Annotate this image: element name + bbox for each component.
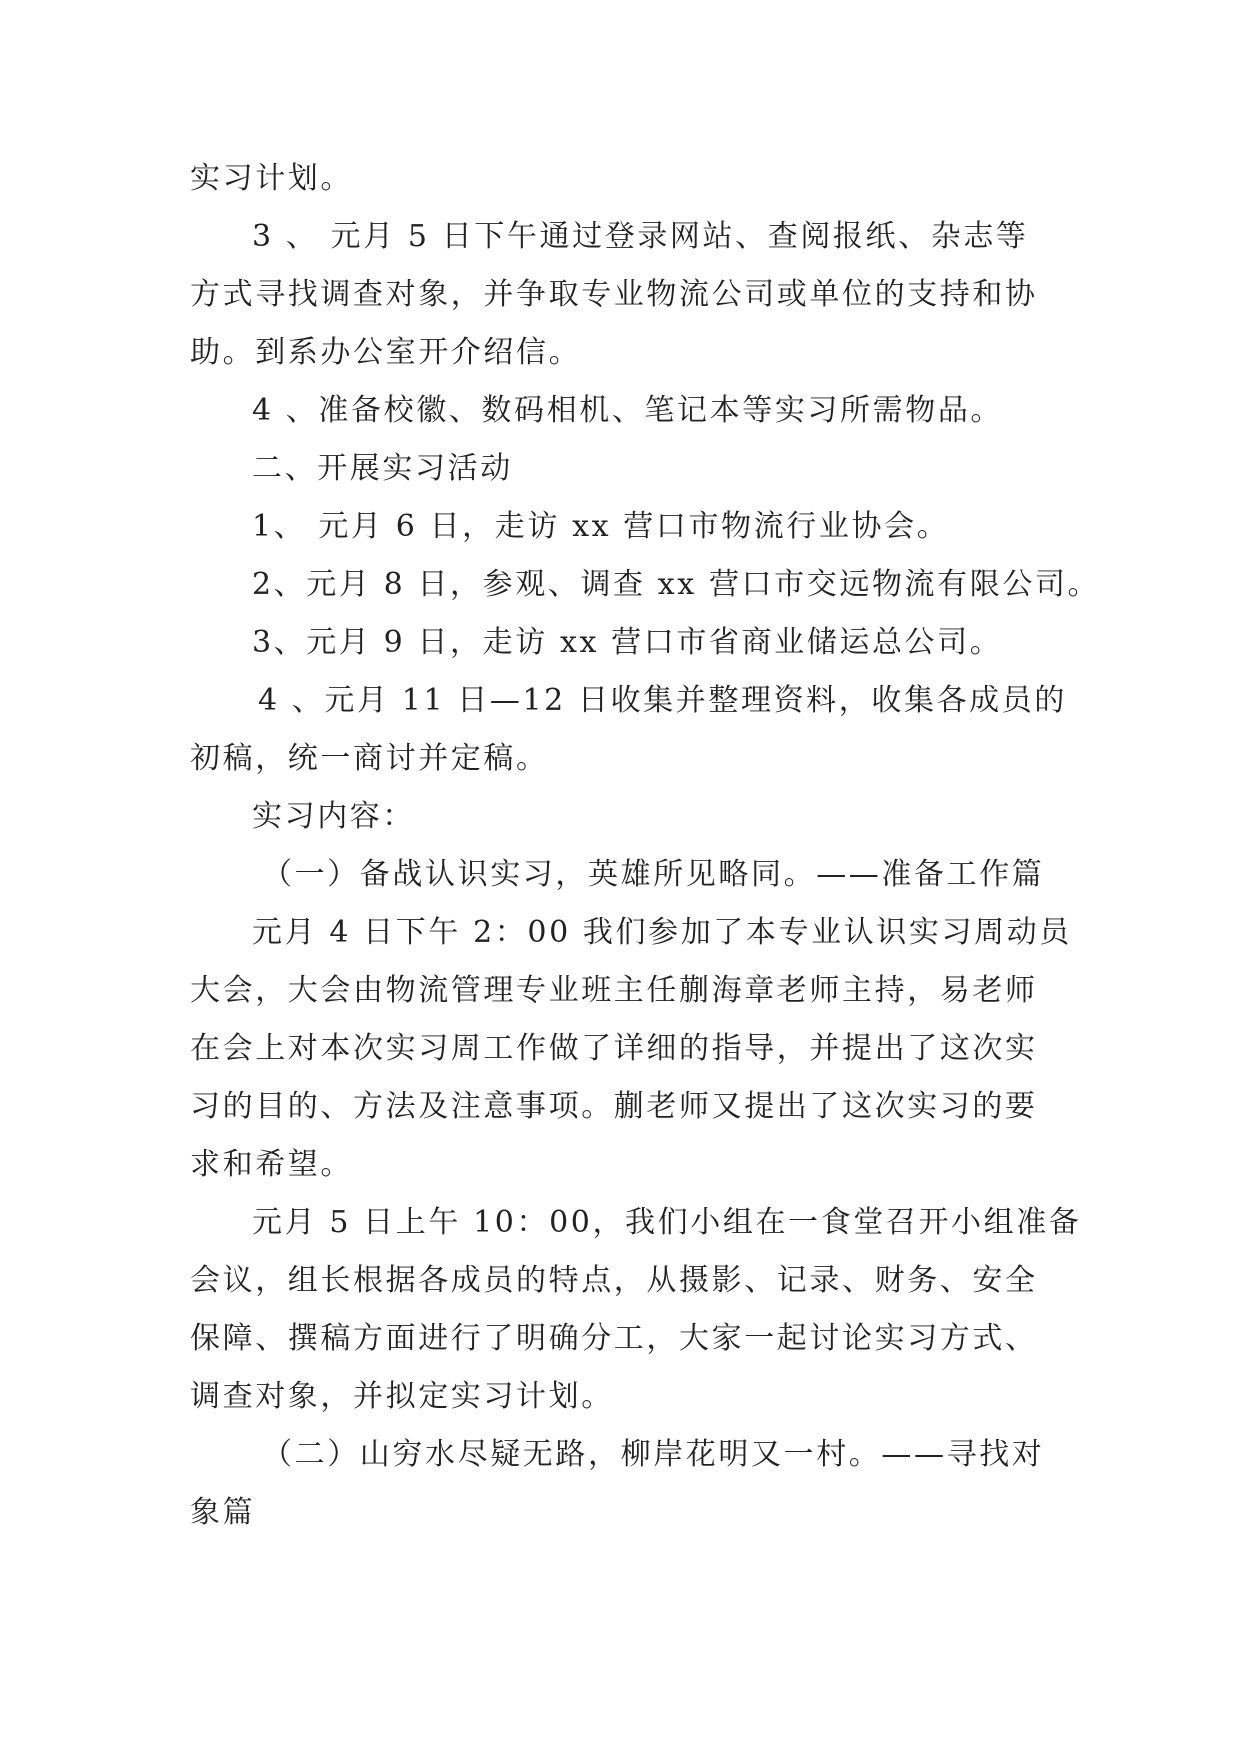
paragraph-line: 元月 5 日上午 10：00，我们小组在一食堂召开小组准备 xyxy=(252,1205,1082,1240)
paragraph-line: 实习计划。 xyxy=(190,161,353,196)
paragraph-line: 元月 4 日下午 2：00 我们参加了本专业认识实习周动员 xyxy=(252,915,1072,950)
paragraph-line: 4 、元月 11 日—12 日收集并整理资料，收集各成员的 xyxy=(258,683,1067,718)
paragraph-line: 3、元月 9 日，走访 xx 营口市省商业储运总公司。 xyxy=(252,625,1003,660)
paragraph-line: 1、 元月 6 日，走访 xx 营口市物流行业协会。 xyxy=(252,509,950,544)
paragraph-line: 助。到系办公室开介绍信。 xyxy=(190,335,582,370)
section-heading: 实习内容： xyxy=(252,799,415,834)
paragraph-line: 会议，组长根据各成员的特点，从摄影、记录、财务、安全 xyxy=(190,1263,1038,1298)
paragraph-line: 保障、撰稿方面进行了明确分工，大家一起讨论实习方式、 xyxy=(190,1321,1038,1356)
paragraph-line: 2、元月 8 日，参观、调查 xx 营口市交远物流有限公司。 xyxy=(252,567,1101,602)
paragraph-line: 4 、准备校徽、数码相机、笔记本等实习所需物品。 xyxy=(252,393,1004,428)
paragraph-line: 3 、 元月 5 日下午通过登录网站、查阅报纸、杂志等 xyxy=(252,219,1029,254)
paragraph-line: 习的目的、方法及注意事项。蒯老师又提出了这次实习的要 xyxy=(190,1089,1038,1124)
section-heading: 二、开展实习活动 xyxy=(252,451,513,486)
paragraph-line: 大会，大会由物流管理专业班主任蒯海章老师主持，易老师 xyxy=(190,973,1038,1008)
paragraph-line: 初稿，统一商讨并定稿。 xyxy=(190,741,549,776)
section-heading: （二）山穷水尽疑无路，柳岸花明又一村。——寻找对 xyxy=(262,1437,1045,1472)
paragraph-line: 调查对象，并拟定实习计划。 xyxy=(190,1379,614,1414)
section-heading: 象篇 xyxy=(190,1495,256,1530)
paragraph-line: 方式寻找调查对象，并争取专业物流公司或单位的支持和协 xyxy=(190,277,1038,312)
paragraph-line: 求和希望。 xyxy=(190,1147,353,1182)
document-page xyxy=(190,150,1101,1542)
section-heading: （一）备战认识实习，英雄所见略同。——准备工作篇 xyxy=(262,857,1045,892)
paragraph-line: 在会上对本次实习周工作做了详细的指导，并提出了这次实 xyxy=(190,1031,1038,1066)
